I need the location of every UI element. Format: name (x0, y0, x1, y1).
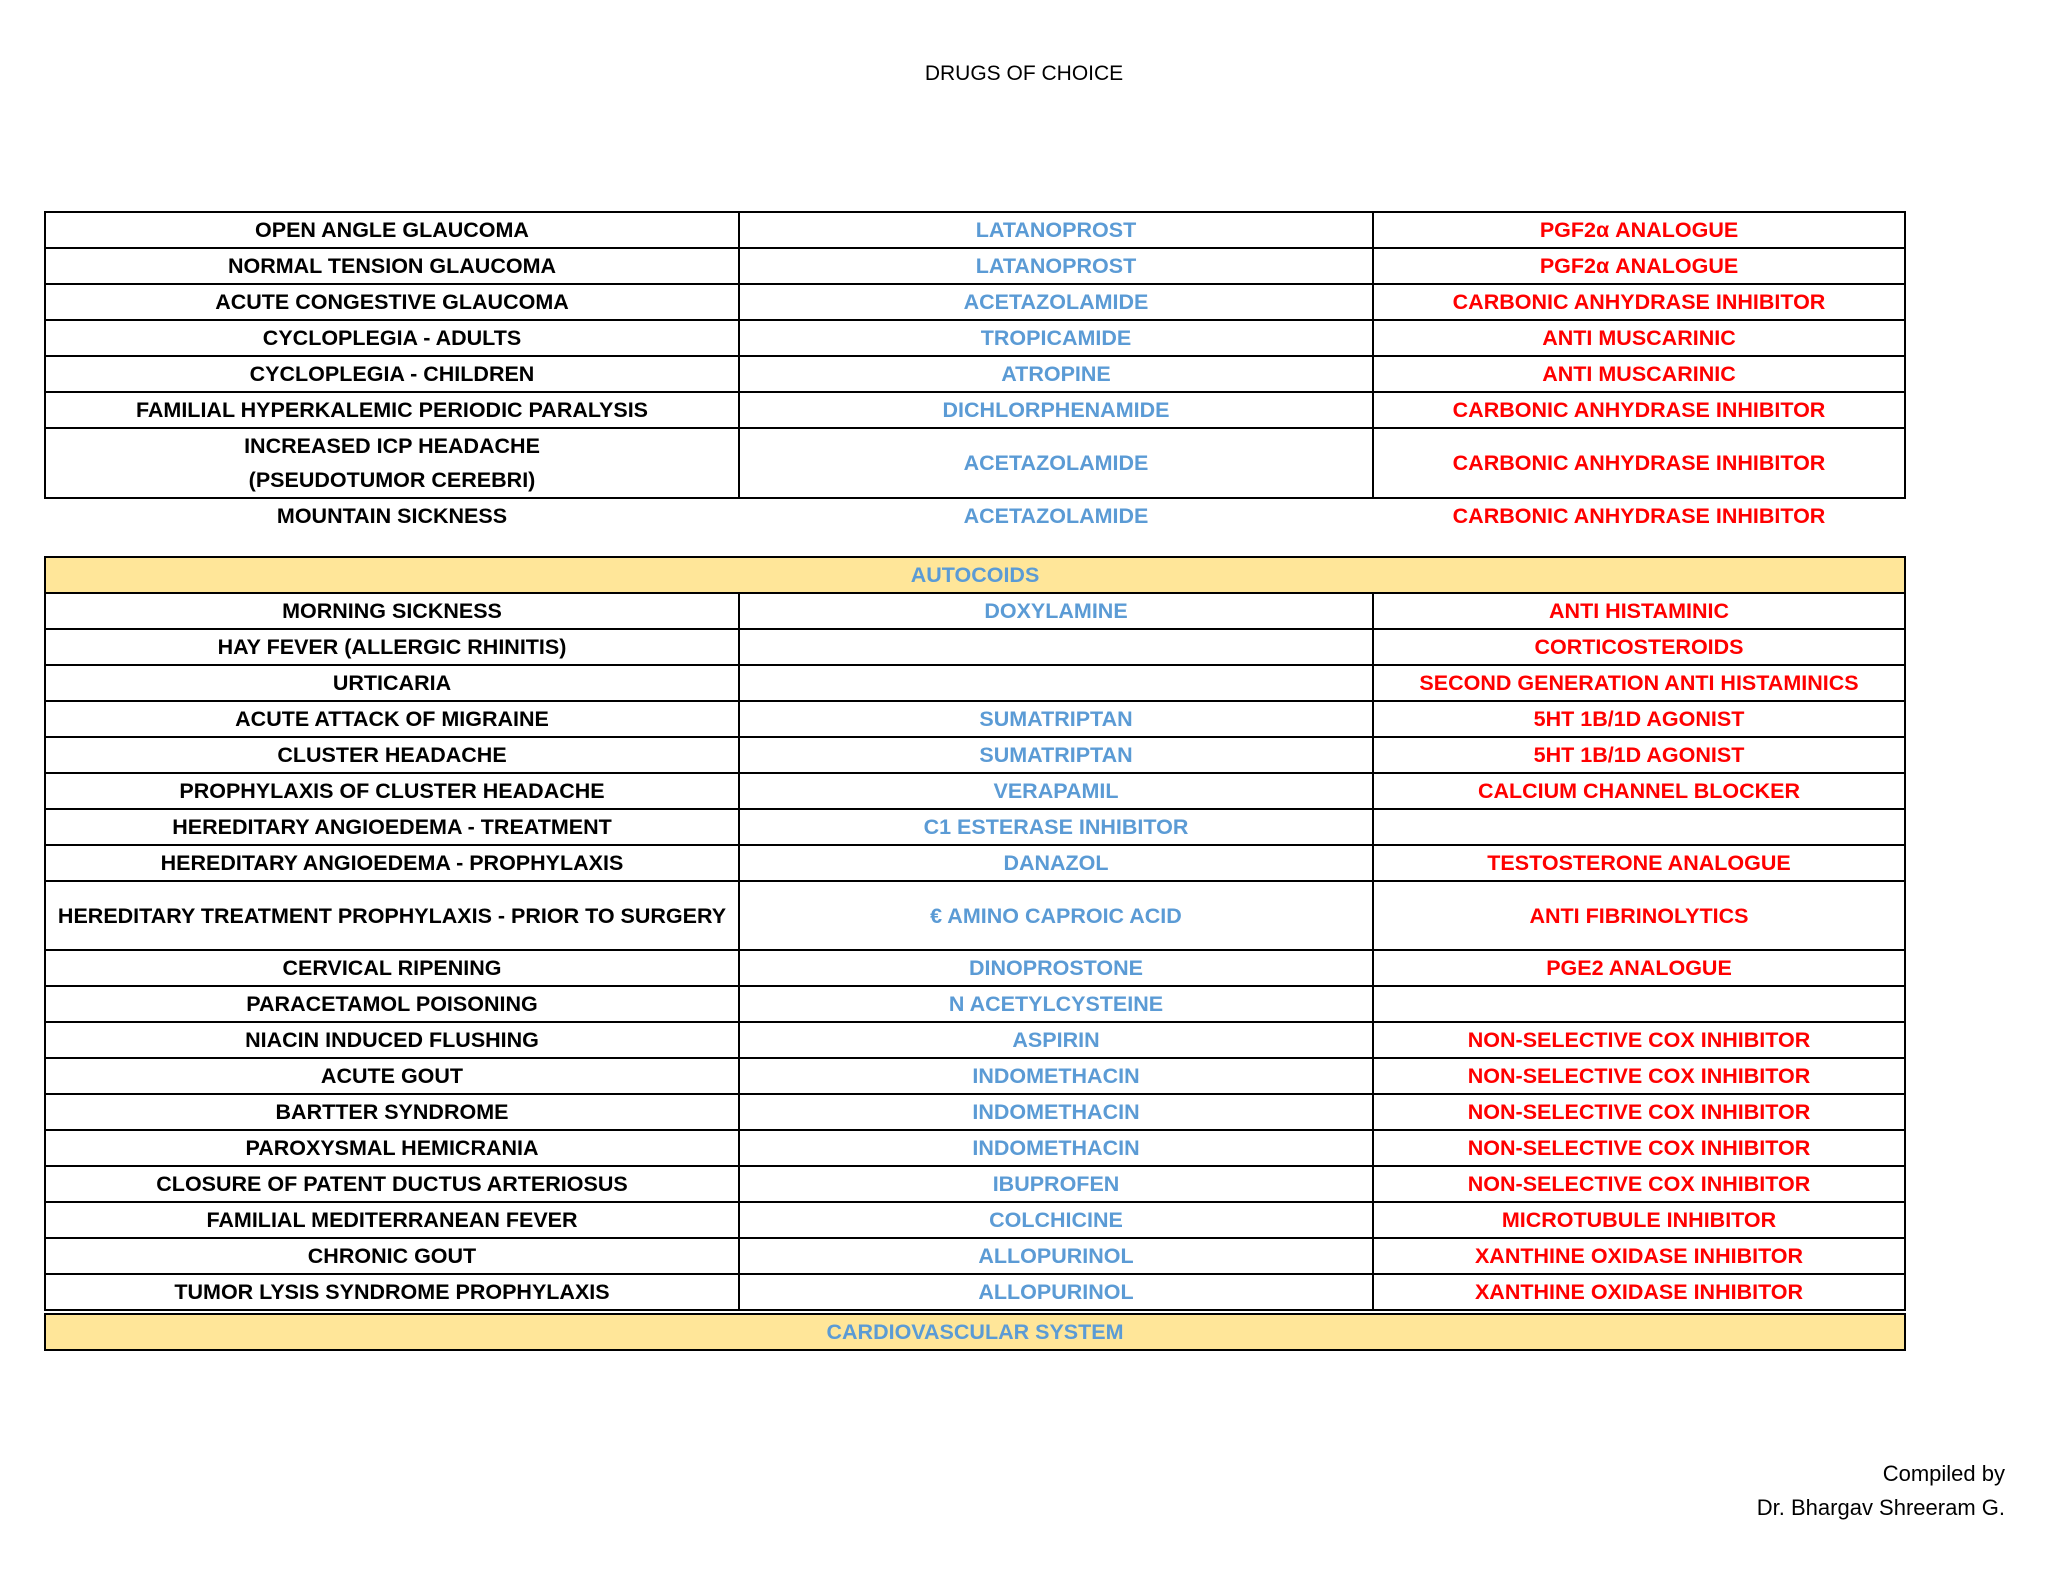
table-row (45, 320, 1905, 356)
drug-cell: DOXYLAMINE (739, 593, 1373, 629)
condition-cell: FAMILIAL HYPERKALEMIC PERIODIC PARALYSIS (45, 392, 739, 428)
table-row (45, 1130, 1905, 1166)
condition-cell: TUMOR LYSIS SYNDROME PROPHYLAXIS (45, 1274, 739, 1310)
table-row (45, 737, 1905, 773)
condition-cell: ACUTE ATTACK OF MIGRAINE (45, 701, 739, 737)
table-row (45, 248, 1905, 284)
drug-class-cell: PGE2 ANALOGUE (1373, 950, 1905, 986)
table-row (45, 1022, 1905, 1058)
drug-cell: ATROPINE (739, 356, 1373, 392)
drug-class-cell: PGF2α ANALOGUE (1373, 212, 1905, 248)
condition-cell: FAMILIAL MEDITERRANEAN FEVER (45, 1202, 739, 1238)
drug-cell: TROPICAMIDE (739, 320, 1373, 356)
drug-class-cell: TESTOSTERONE ANALOGUE (1373, 845, 1905, 881)
drug-cell: ALLOPURINOL (739, 1238, 1373, 1274)
table-row (45, 212, 1905, 248)
table-row (45, 665, 1905, 701)
drug-cell: N ACETYLCYSTEINE (739, 986, 1373, 1022)
drug-cell: IBUPROFEN (739, 1166, 1373, 1202)
condition-cell: HAY FEVER (ALLERGIC RHINITIS) (45, 629, 739, 665)
drug-cell: INDOMETHACIN (739, 1058, 1373, 1094)
table-row (45, 498, 1905, 533)
drug-cell: ALLOPURINOL (739, 1274, 1373, 1310)
table-row (45, 773, 1905, 809)
condition-cell: CLUSTER HEADACHE (45, 737, 739, 773)
table-row (45, 392, 1905, 428)
table-row (45, 1274, 1905, 1310)
condition-cell: NORMAL TENSION GLAUCOMA (45, 248, 739, 284)
condition-cell: CYCLOPLEGIA - ADULTS (45, 320, 739, 356)
table-row (45, 809, 1905, 845)
document-title: DRUGS OF CHOICE (924, 62, 1124, 85)
drug-class-cell: ANTI MUSCARINIC (1373, 356, 1905, 392)
drug-cell: ACETAZOLAMIDE (739, 428, 1373, 498)
drug-class-cell: ANTI HISTAMINIC (1373, 593, 1905, 629)
condition-cell: HEREDITARY ANGIOEDEMA - TREATMENT (45, 809, 739, 845)
drug-class-cell: NON-SELECTIVE COX INHIBITOR (1373, 1130, 1905, 1166)
drug-class-cell: SECOND GENERATION ANTI HISTAMINICS (1373, 665, 1905, 701)
condition-cell: OPEN ANGLE GLAUCOMA (45, 212, 739, 248)
condition-cell: URTICARIA (45, 665, 739, 701)
drug-class-cell: 5HT 1B/1D AGONIST (1373, 701, 1905, 737)
drug-class-cell: NON-SELECTIVE COX INHIBITOR (1373, 1094, 1905, 1130)
drug-cell: ACETAZOLAMIDE (739, 284, 1373, 320)
table-row (45, 881, 1905, 950)
condition-cell: PROPHYLAXIS OF CLUSTER HEADACHE (45, 773, 739, 809)
cardiovascular-table (44, 1313, 1906, 1351)
drug-class-cell: XANTHINE OXIDASE INHIBITOR (1373, 1274, 1905, 1310)
condition-cell: NIACIN INDUCED FLUSHING (45, 1022, 739, 1058)
condition-cell: PARACETAMOL POISONING (45, 986, 739, 1022)
drug-cell: COLCHICINE (739, 1202, 1373, 1238)
condition-cell: HEREDITARY ANGIOEDEMA - PROPHYLAXIS (45, 845, 739, 881)
drug-cell: INDOMETHACIN (739, 1094, 1373, 1130)
footer-line-1: Compiled by (1882, 1461, 2005, 1486)
condition-cell: BARTTER SYNDROME (45, 1094, 739, 1130)
drug-class-cell: CARBONIC ANHYDRASE INHIBITOR (1452, 504, 1826, 528)
glaucoma-table (44, 211, 1906, 533)
section-header-cardiovascular: CARDIOVASCULAR SYSTEM (45, 1314, 1905, 1350)
condition-cell: PAROXYSMAL HEMICRANIA (45, 1130, 739, 1166)
drug-class-cell: ANTI FIBRINOLYTICS (1373, 881, 1905, 950)
drug-cell: LATANOPROST (739, 212, 1373, 248)
condition-line-1: INCREASED ICP HEADACHE (244, 434, 540, 458)
condition-cell: CERVICAL RIPENING (45, 950, 739, 986)
drug-class-cell: XANTHINE OXIDASE INHIBITOR (1373, 1238, 1905, 1274)
table-row (45, 1058, 1905, 1094)
condition-cell: ACUTE CONGESTIVE GLAUCOMA (45, 284, 739, 320)
condition-cell (45, 428, 739, 498)
drug-cell: SUMATRIPTAN (739, 737, 1373, 773)
table-row (45, 1238, 1905, 1274)
drug-class-cell: MICROTUBULE INHIBITOR (1373, 1202, 1905, 1238)
drug-class-cell: CORTICOSTEROIDS (1373, 629, 1905, 665)
drug-class-cell: ANTI MUSCARINIC (1373, 320, 1905, 356)
drug-class-cell: CARBONIC ANHYDRASE INHIBITOR (1373, 392, 1905, 428)
table-row (45, 1166, 1905, 1202)
table-row (45, 1202, 1905, 1238)
drug-class-cell: NON-SELECTIVE COX INHIBITOR (1373, 1166, 1905, 1202)
drug-cell: DANAZOL (739, 845, 1373, 881)
drug-class-cell: 5HT 1B/1D AGONIST (1373, 737, 1905, 773)
drug-cell: ACETAZOLAMIDE (963, 504, 1149, 528)
table-row (45, 428, 1905, 498)
drug-class-cell: CALCIUM CHANNEL BLOCKER (1373, 773, 1905, 809)
section-header-autocoids: AUTOCOIDS (45, 557, 1905, 593)
footer-author: Dr. Bhargav Shreeram G. (1756, 1495, 2005, 1520)
drug-cell: INDOMETHACIN (739, 1130, 1373, 1166)
table-row (45, 845, 1905, 881)
drug-class-cell (1373, 986, 1905, 1022)
table-row (45, 701, 1905, 737)
condition-cell: MORNING SICKNESS (45, 593, 739, 629)
condition-cell: CLOSURE OF PATENT DUCTUS ARTERIOSUS (45, 1166, 739, 1202)
drug-cell: VERAPAMIL (739, 773, 1373, 809)
table-row (45, 593, 1905, 629)
drug-cell: DICHLORPHENAMIDE (739, 392, 1373, 428)
drug-class-cell: NON-SELECTIVE COX INHIBITOR (1373, 1022, 1905, 1058)
drug-cell (739, 629, 1373, 665)
section-header-row (45, 557, 1905, 593)
table-row (45, 284, 1905, 320)
drug-class-cell: CARBONIC ANHYDRASE INHIBITOR (1373, 428, 1905, 498)
drug-cell (739, 665, 1373, 701)
drug-cell: SUMATRIPTAN (739, 701, 1373, 737)
table-row (45, 950, 1905, 986)
drug-cell: DINOPROSTONE (739, 950, 1373, 986)
table-row (45, 1094, 1905, 1130)
condition-cell: MOUNTAIN SICKNESS (276, 504, 508, 528)
drug-cell: LATANOPROST (739, 248, 1373, 284)
drug-class-cell: PGF2α ANALOGUE (1373, 248, 1905, 284)
drug-class-cell (1373, 809, 1905, 845)
condition-cell: CYCLOPLEGIA - CHILDREN (45, 356, 739, 392)
condition-cell: HEREDITARY TREATMENT PROPHYLAXIS - PRIOR TO SURGERY (45, 881, 739, 950)
drug-cell: ASPIRIN (739, 1022, 1373, 1058)
drug-class-cell: NON-SELECTIVE COX INHIBITOR (1373, 1058, 1905, 1094)
condition-cell: ACUTE GOUT (45, 1058, 739, 1094)
compiled-by-footer (1757, 1457, 2005, 1525)
drug-cell: € AMINO CAPROIC ACID (739, 881, 1373, 950)
section-header-row (45, 1314, 1905, 1350)
table-row (45, 629, 1905, 665)
drug-class-cell: CARBONIC ANHYDRASE INHIBITOR (1373, 284, 1905, 320)
condition-cell: CHRONIC GOUT (45, 1238, 739, 1274)
table-row (45, 986, 1905, 1022)
autocoids-table (44, 556, 1906, 1311)
drug-cell: C1 ESTERASE INHIBITOR (739, 809, 1373, 845)
condition-line-2: (PSEUDOTUMOR CEREBRI) (248, 468, 536, 492)
table-row (45, 356, 1905, 392)
